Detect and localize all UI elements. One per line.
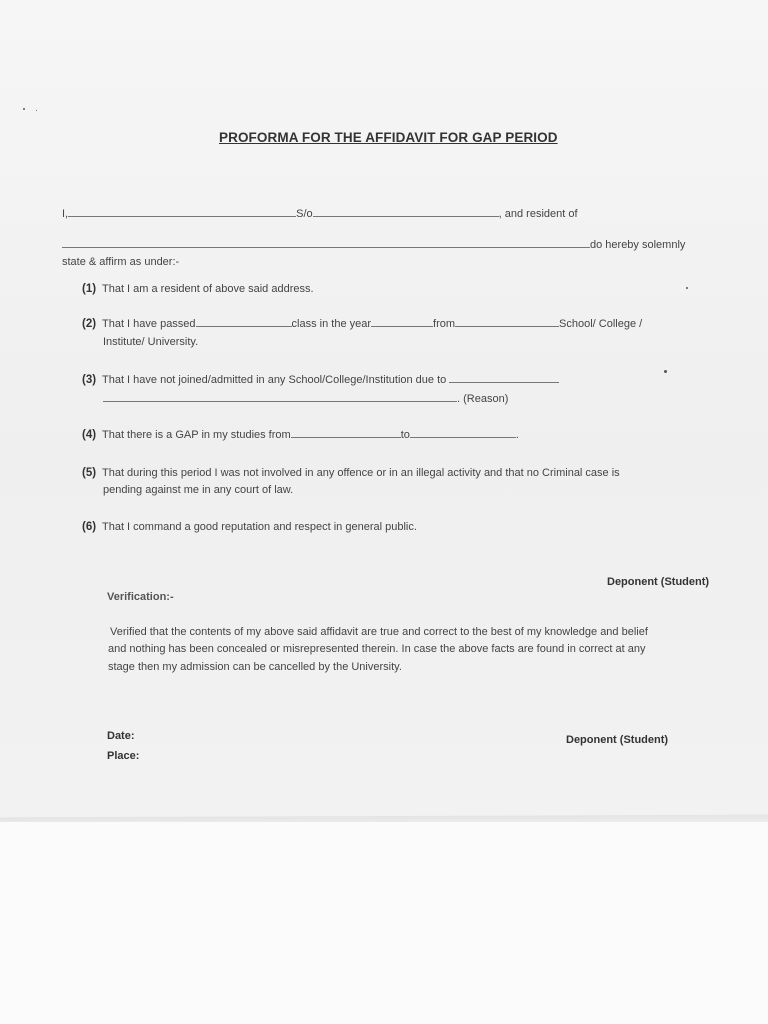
gap-from-blank — [291, 429, 401, 438]
place-label: Place: — [107, 750, 140, 762]
item-3-line-2 — [103, 393, 508, 405]
name-blank — [68, 208, 296, 217]
intro-line-2 — [62, 239, 685, 251]
father-name-blank — [313, 208, 499, 217]
scan-speck — [36, 110, 37, 111]
intro-so: S/o — [296, 208, 313, 220]
item-5-line-2: pending against me in any court of law. — [103, 484, 294, 496]
deponent-label-top: Deponent (Student) — [607, 576, 710, 588]
item-4-number: (4) — [82, 429, 97, 441]
institution-blank — [455, 318, 559, 327]
item-3-number: (3) — [82, 374, 97, 386]
item-5 — [82, 467, 620, 479]
item-3 — [82, 374, 559, 386]
address-blank — [62, 239, 590, 248]
item-6-text: That I command a good reputation and respect in general public. — [101, 521, 417, 533]
verification-heading: Verification:- — [107, 591, 174, 603]
item-4-part-3: . — [515, 429, 519, 441]
deponent-label-bottom: Deponent (Student) — [566, 734, 669, 746]
intro-resident: , and resident of — [498, 208, 578, 220]
reason-blank-2 — [103, 393, 457, 402]
item-1-number: (1) — [82, 283, 97, 295]
item-2-part-2: class in the year — [291, 318, 372, 330]
verification-line-2: and nothing has been concealed or misrepresented therein. In case the above facts are found in correct at any — [108, 643, 646, 655]
item-3-part-2: . (Reason) — [457, 393, 509, 405]
intro-state: state & affirm as under:- — [62, 256, 180, 268]
item-1 — [82, 283, 314, 295]
item-4-part-1: That there is a GAP in my studies from — [101, 429, 291, 441]
scan-speck — [23, 108, 25, 110]
date-label: Date: — [107, 730, 135, 742]
item-6 — [82, 521, 417, 533]
year-blank — [371, 318, 433, 327]
intro-line-1 — [62, 208, 578, 220]
item-2-part-5: Institute/ University. — [103, 336, 199, 348]
intro-i: I, — [62, 208, 69, 220]
scan-speck — [664, 370, 667, 373]
item-5-number: (5) — [82, 467, 97, 479]
intro-hereby: do hereby solemnly — [590, 239, 686, 251]
verification-line-1: Verified that the contents of my above said affidavit are true and correct to the best of my knowledge and belief — [110, 626, 648, 638]
item-4 — [82, 429, 519, 441]
class-blank — [196, 318, 292, 327]
gap-to-blank — [410, 429, 516, 438]
item-2-part-4: School/ College / — [559, 318, 643, 330]
verification-line-3: stage then my admission can be cancelled by the University. — [108, 661, 402, 673]
item-2-part-1: That I have passed — [101, 318, 196, 330]
item-3-part-1: That I have not joined/admitted in any School/College/Institution due to — [101, 374, 447, 386]
document-title: PROFORMA FOR THE AFFIDAVIT FOR GAP PERIOD — [219, 130, 558, 145]
reason-blank-1 — [449, 374, 559, 383]
item-2 — [82, 318, 642, 330]
scan-speck — [686, 287, 688, 289]
item-2-number: (2) — [82, 318, 97, 330]
item-1-text: That I am a resident of above said address. — [101, 283, 314, 295]
item-5-line-1: That during this period I was not involved in any offence or in an illegal activity and that no Criminal case is — [101, 467, 620, 479]
item-6-number: (6) — [82, 521, 97, 533]
item-4-part-2: to — [400, 429, 410, 441]
background-below-sheet — [0, 822, 768, 1024]
item-2-part-3: from — [433, 318, 456, 330]
